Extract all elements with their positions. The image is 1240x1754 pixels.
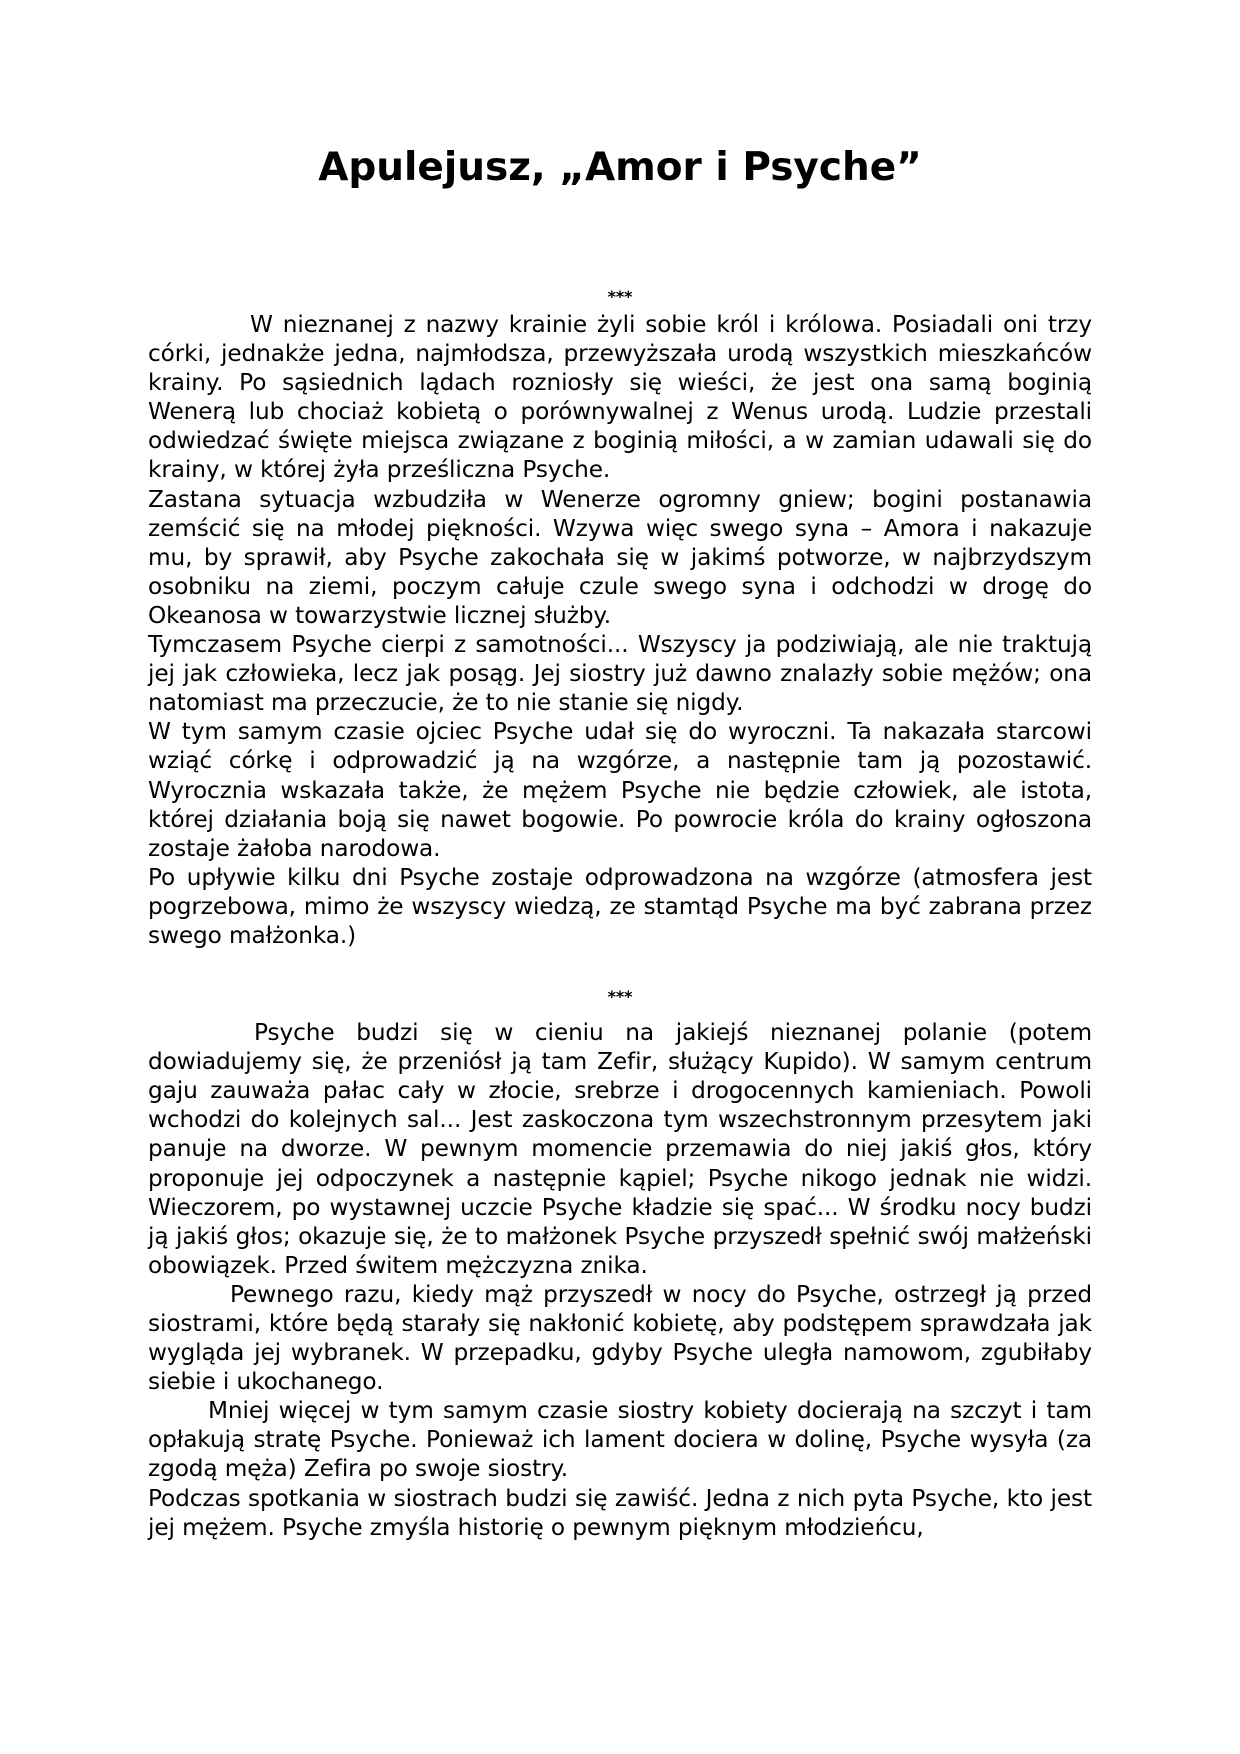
paragraph: W tym samym czasie ojciec Psyche udał się do wyroczni. Ta nakazała starcowi wziąć córkę i odprowadzić ją na wzgórze, a następnie tam ją pozostawić. Wyrocznia wskazała także, że mężem Psyche nie będzie człowiek, ale istota, której działania boją się nawet bogowie. Po powrocie króla do krainy ogłoszona zostaje żałoba narodowa. (148, 718, 1092, 862)
paragraph: Mniej więcej w tym samym czasie siostry kobiety docierają na szczyt i tam opłakują stratę Psyche. Ponieważ ich lament dociera w dolinę, Psyche wysyła (za zgodą męża) Zefira po swoje siostry. (148, 1397, 1092, 1483)
paragraph: Tymczasem Psyche cierpi z samotności... Wszyscy ja podziwiają, ale nie traktują jej jak człowieka, lecz jak posąg. Jej siostry już dawno znalazły sobie mężów; ona natomiast ma przeczucie, że to nie stanie się nigdy. (148, 631, 1092, 717)
document-body (148, 284, 1092, 1542)
paragraph: Po upływie kilku dni Psyche zostaje odprowadzona na wzgórze (atmosfera jest pogrzebowa, mimo że wszyscy wiedzą, ze stamtąd Psyche ma być zabrana przez swego małżonka.) (148, 863, 1092, 949)
paragraph: Psyche budzi się w cieniu na jakiejś nieznanej polanie (potem dowiadujemy się, że przeniósł ją tam Zefir, służący Kupido). W samym centrum gaju zauważa pałac cały w złocie, srebrze i drogocennych kamieniach. Powoli wchodzi do kolejnych sal... Jest zaskoczona tym wszechstronnym przesytem jaki panuje na dworze. W pewnym momencie przemawia do niej jakiś głos, który proponuje jej odpoczynek a następnie kąpiel; Psyche nikogo jednak nie widzi. Wieczorem, po wystawnej uczcie Psyche kładzie się spać... W środku nocy budzi ją jakiś głos; okazuje się, że to małżonek Psyche przyszedł spełnić swój małżeński obowiązek. Przed świtem mężczyzna znika. (148, 1019, 1092, 1279)
paragraph: Zastana sytuacja wzbudziła w Wenerze ogromny gniew; bogini postanawia zemścić się na młodej piękności. Wzywa więc swego syna – Amora i nakazuje mu, by sprawił, aby Psyche zakochała się w jakimś potworze, w najbrzydszym osobniku na ziemi, poczym całuje czule swego syna i odchodzi w drogę do Okeanosa w towarzystwie licznej służby. (148, 485, 1092, 629)
paragraph: Pewnego razu, kiedy mąż przyszedł w nocy do Psyche, ostrzegł ją przed siostrami, które będą starały się nakłonić kobietę, aby podstępem sprawdzała jak wygląda jej wybranek. W przepadku, gdyby Psyche uległa namowom, zgubiłaby siebie i ukochanego. (148, 1280, 1092, 1396)
paragraph: W nieznanej z nazwy krainie żyli sobie król i królowa. Posiadali oni trzy córki, jednakże jedna, najmłodsza, przewyższała urodą wszystkich mieszkańców krainy. Po sąsiednich lądach rozniosły się wieści, że jest ona samą boginią Wenerą lub chociaż kobietą o porównywalnej z Wenus urodą. Ludzie przestali odwiedzać święte miejsca związane z boginią miłości, a w zamian udawali się do krainy, w której żyła prześliczna Psyche. (148, 311, 1092, 484)
section-separator: *** (607, 287, 633, 306)
paragraph: Podczas spotkania w siostrach budzi się zawiść. Jedna z nich pyta Psyche, kto jest jej mężem. Psyche zmyśla historię o pewnym pięknym młodzieńcu, (148, 1484, 1092, 1541)
document-title: Apulejusz, „Amor i Psyche” (318, 145, 922, 190)
section-separator: *** (607, 987, 633, 1007)
